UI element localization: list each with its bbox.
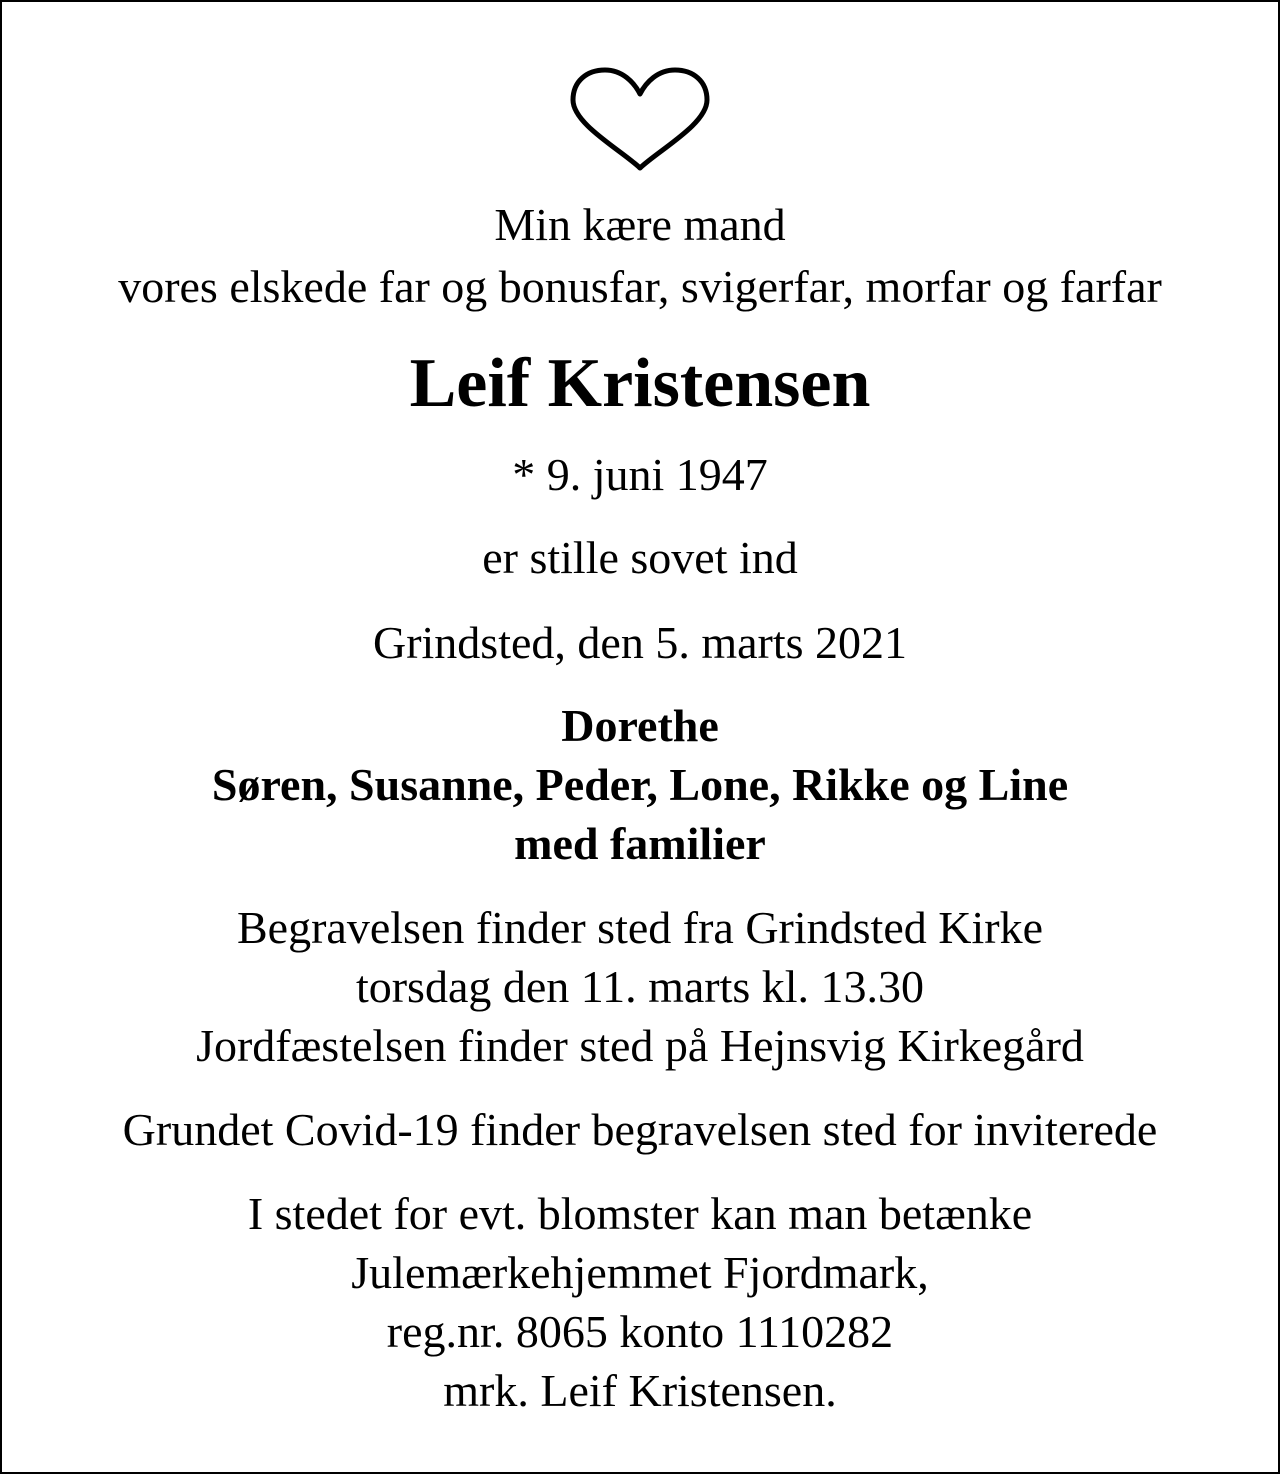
deceased-name: Leif Kristensen — [409, 345, 871, 422]
donation-line-1: I stedet for evt. blomster kan man betænke — [247, 1188, 1033, 1239]
funeral-line-3: Jordfæstelsen finder sted på Hejnsvig Kirkegård — [196, 1020, 1084, 1071]
intro-line-1: Min kære mand — [494, 199, 786, 250]
place-date: Grindsted, den 5. marts 2021 — [372, 617, 908, 668]
funeral-line-2: torsdag den 11. marts kl. 13.30 — [355, 961, 925, 1012]
birth-date: * 9. juni 1947 — [512, 449, 768, 500]
intro-line-2: vores elskede far og bonusfar, svigerfar, morfar og farfar — [118, 261, 1162, 312]
funeral-line-1: Begravelsen finder sted fra Grindsted Kirke — [237, 902, 1043, 953]
covid-note: Grundet Covid-19 finder begravelsen sted for inviterede — [122, 1104, 1158, 1155]
donation-line-2: Julemærkehjemmet Fjordmark, — [351, 1247, 929, 1298]
family-line-1: Dorethe — [561, 700, 719, 751]
donation-line-4: mrk. Leif Kristensen. — [443, 1365, 837, 1416]
family-line-2: Søren, Susanne, Peder, Lone, Rikke og Line — [211, 759, 1069, 810]
heart-icon — [2, 64, 1278, 174]
family-line-3: med familier — [514, 818, 766, 869]
donation-line-3: reg.nr. 8065 konto 1110282 — [386, 1306, 894, 1357]
passed-text: er stille sovet ind — [482, 532, 798, 583]
